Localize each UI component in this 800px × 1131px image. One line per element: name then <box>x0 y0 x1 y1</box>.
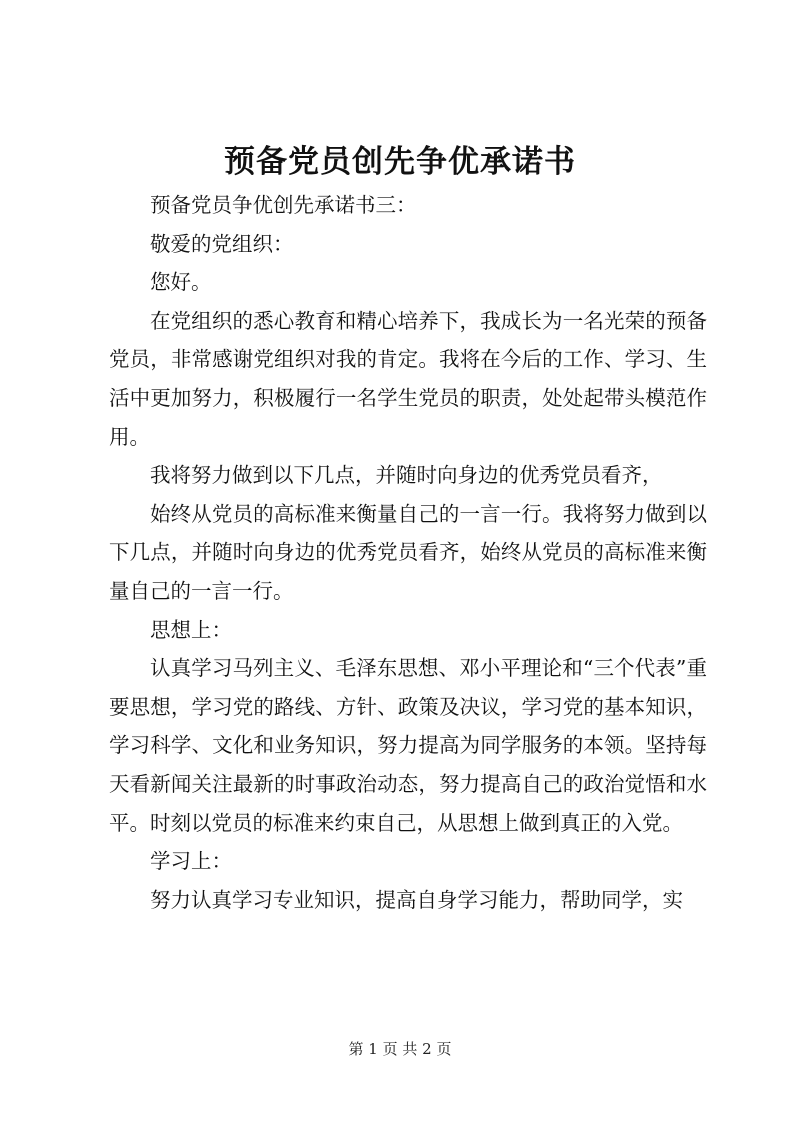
paragraph-ideology-body: 认真学习马列主义、毛泽东思想、邓小平理论和“三个代表”重要思想，学习党的路线、方针、政策及决议，学习党的基本知识，学习科学、文化和业务知识，努力提高为同学服务的本领。坚持每天看新闻关注最新的时事政治动态，努力提高自己的政治觉悟和水平。时刻以党员的标准来约束自己，从思想上做到真正的入党。 <box>109 656 707 835</box>
paragraph-study-body: 努力认真学习专业知识，提高自身学习能力，帮助同学，实 <box>150 887 683 912</box>
paragraph-intro: 在党组织的悉心教育和精心培养下，我成长为一名光荣的预备党员，非常感谢党组织对我的肯定。我将在今后的工作、学习、生活中更加努力，积极履行一名学生党员的职责，处处起带头模范作用。 <box>109 308 707 449</box>
paragraph-pledge-full: 始终从党员的高标准来衡量自己的一言一行。我将努力做到以下几点，并随时向身边的优秀党员看齐，始终从党员的高标准来衡量自己的一言一行。 <box>109 501 707 603</box>
paragraph-greeting: 您好。 <box>150 270 212 295</box>
paragraph-pledge-short: 我将努力做到以下几点，并随时向身边的优秀党员看齐， <box>150 463 663 488</box>
document-body <box>109 186 707 919</box>
page-footer: 第 1 页 共 2 页 <box>348 1040 452 1058</box>
paragraph-section-study: 学习上： <box>150 849 232 874</box>
paragraph-section-ideology: 思想上： <box>150 617 232 642</box>
document-title: 预备党员创先争优承诺书 <box>224 144 576 180</box>
paragraph-heading-subtitle: 预备党员争优创先承诺书三： <box>150 193 417 217</box>
paragraph-salutation: 敬爱的党组织： <box>150 231 294 256</box>
